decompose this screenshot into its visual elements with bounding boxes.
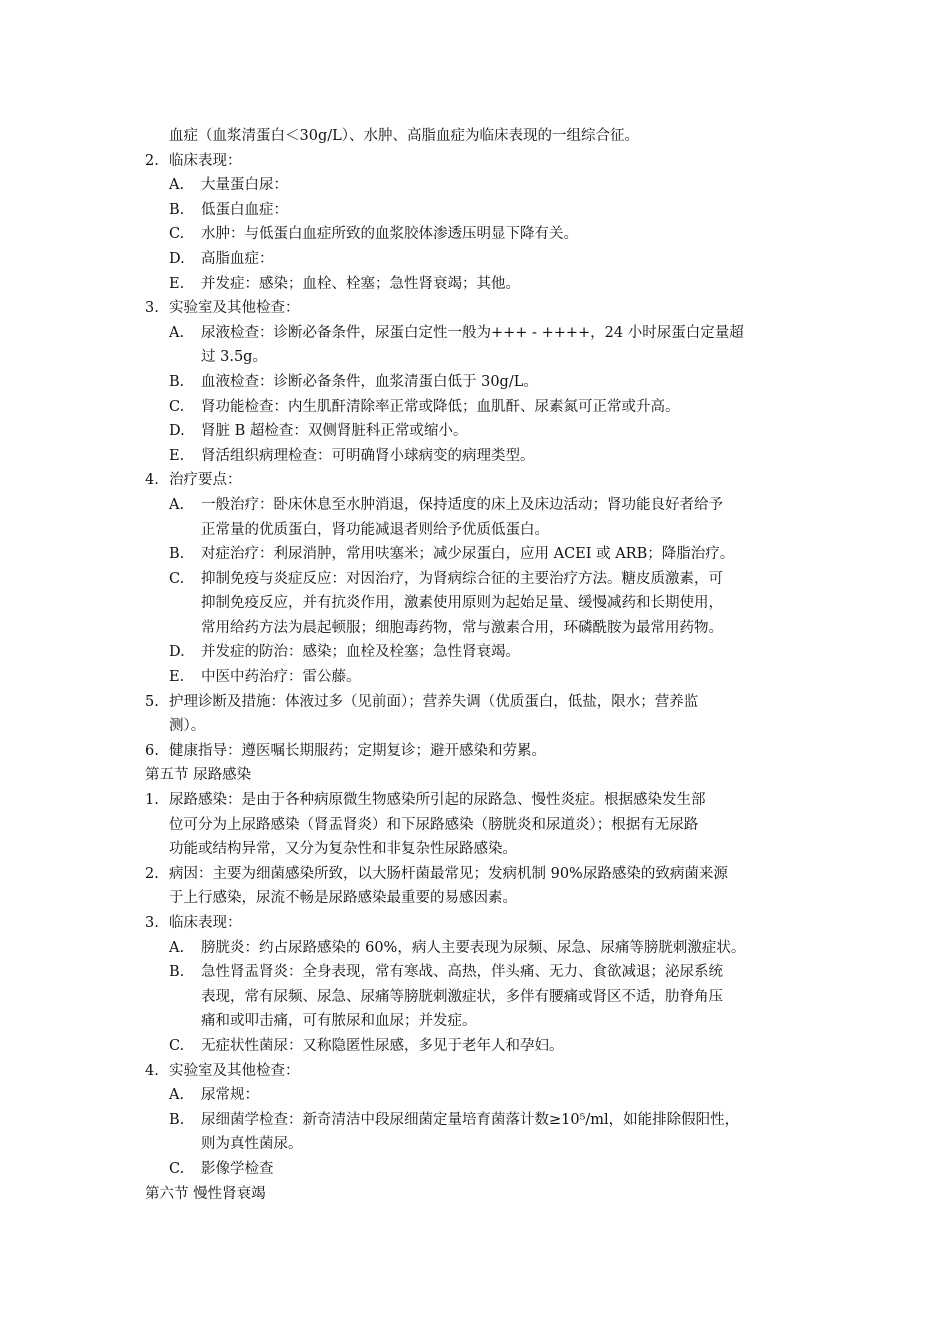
line-text: 水肿：与低蛋白血症所致的血浆胶体渗透压明显下降有关。 [201,226,578,243]
line-text: 对症治疗：利尿消肿，常用呋塞米；减少尿蛋白，应用 ACEI 或 ARB；降脂治疗。 [201,546,735,563]
line-text: 一般治疗：卧床休息至水肿消退，保持适度的床上及床边活动；肾功能良好者给予 [201,496,723,513]
list-label: A. [169,324,185,341]
list-label: 2. [145,152,159,169]
text-line [145,1034,825,1059]
line-text: 并发症的防治：感染；血栓及栓塞；急性肾衰竭。 [201,644,520,661]
list-label: B. [169,964,185,981]
list-label: 4. [145,1062,159,1079]
text-line [145,1108,825,1133]
line-text: 痛和或叩击痛，可有脓尿和血尿；并发症。 [201,1013,477,1030]
text-line [145,518,825,543]
list-label: E. [169,669,185,686]
list-label: 1. [145,792,159,809]
line-text: 低蛋白血症： [201,201,288,218]
text-line [145,960,825,985]
text-line [145,1157,825,1182]
text-line [145,640,825,665]
line-text: 尿路感染：是由于各种病原微生物感染所引起的尿路急、慢性炎症。根据感染发生部 [169,792,706,809]
list-label: B. [169,373,185,390]
line-text: 护理诊断及措施：体液过多（见前面）；营养失调（优质蛋白，低盐，限水；营养监 [169,693,699,710]
text-line [145,837,825,862]
line-text: 尿液检查：诊断必备条件，尿蛋白定性一般为+++ - ++++，24 小时尿蛋白定量超 [201,324,744,341]
text-line [145,296,825,321]
text-line [145,173,825,198]
text-line [145,444,825,469]
text-line [145,985,825,1010]
list-label: D. [169,423,185,440]
line-text: 急性肾盂肾炎：全身表现，常有寒战、高热，伴头痛、无力、食欲减退；泌尿系统 [201,964,723,981]
text-line [145,714,825,739]
list-label: E. [169,447,185,464]
text-line [145,788,825,813]
line-text: 实验室及其他检查： [169,300,300,317]
line-text: 第五节 尿路感染 [145,767,252,784]
line-text: 于上行感染，尿流不畅是尿路感染最重要的易感因素。 [169,890,517,907]
text-line [145,542,825,567]
line-text: 抑制免疫与炎症反应：对因治疗，为肾病综合征的主要治疗方法。糖皮质激素，可 [201,570,723,587]
line-text: 病因：主要为细菌感染所致，以大肠杆菌最常见；发病机制 90%尿路感染的致病菌来源 [169,865,728,882]
line-text: 实验室及其他检查： [169,1062,300,1079]
list-label: A. [169,939,185,956]
line-text: 临床表现： [169,152,242,169]
text-line [145,1009,825,1034]
text-line [145,493,825,518]
line-text: 临床表现： [169,915,242,931]
line-text: 第六节 慢性肾衰竭 [145,1185,266,1202]
list-label: D. [169,644,185,661]
text-line [145,690,825,715]
list-label: 2. [145,865,159,882]
line-text: 高脂血症： [201,250,274,267]
list-label: 6. [145,742,159,759]
line-text: 表现，常有尿频、尿急、尿痛等膀胱刺激症状，多伴有腰痛或肾区不适，肋脊角压 [201,988,723,1005]
text-line [145,321,825,346]
line-text: 大量蛋白尿： [201,177,288,194]
list-label: A. [169,496,185,513]
list-label: C. [169,226,185,243]
text-line [145,468,825,493]
line-text: 血液检查：诊断必备条件，血浆清蛋白低于 30g/L。 [201,373,538,390]
text-line [145,345,825,370]
document-body [145,124,825,1206]
line-text: 正常量的优质蛋白，肾功能减退者则给予优质低蛋白。 [201,521,549,538]
line-text: 治疗要点： [169,472,242,489]
line-text: 抑制免疫反应，并有抗炎作用，激素使用原则为起始足量、缓慢减药和长期使用， [201,595,723,612]
list-label: A. [169,1087,185,1104]
line-text: 则为真性菌尿。 [201,1136,303,1153]
line-text: 过 3.5g。 [201,349,267,366]
text-line [145,911,825,936]
line-text: 功能或结构异常，又分为复杂性和非复杂性尿路感染。 [169,841,517,858]
text-line [145,247,825,272]
list-label: C. [169,398,185,415]
text-line [145,149,825,174]
text-line [145,936,825,961]
text-line [145,616,825,641]
text-line [145,862,825,887]
line-text: 肾脏 B 超检查：双侧肾脏科正常或缩小。 [201,423,468,440]
line-text: 中医中药治疗：雷公藤。 [201,669,361,686]
list-label: 4. [145,472,159,489]
list-label: B. [169,1111,185,1128]
text-line [145,370,825,395]
line-text: 肾功能检查：内生肌酐清除率正常或降低；血肌酐、尿素氮可正常或升高。 [201,398,680,415]
line-text: 尿细菌学检查：新奇清洁中段尿细菌定量培育菌落计数≥10⁵/ml，如能排除假阳性， [201,1111,740,1128]
text-line [145,395,825,420]
line-text: 血症（血浆清蛋白＜30g/L）、水肿、高脂血症为临床表现的一组综合征。 [169,128,639,144]
list-label: C. [169,1037,185,1054]
line-text: 尿常规： [201,1087,259,1104]
text-line [145,1132,825,1157]
list-label: B. [169,201,185,218]
text-line [145,1182,825,1207]
list-label: 3. [145,915,159,931]
list-label: 3. [145,300,159,317]
text-line [145,665,825,690]
line-text: 健康指导：遵医嘱长期服药；定期复诊；避开感染和劳累。 [169,742,546,759]
text-line [145,1083,825,1108]
text-line [145,591,825,616]
line-text: 肾活组织病理检查：可明确肾小球病变的病理类型。 [201,447,535,464]
text-line [145,124,825,149]
text-line [145,763,825,788]
list-label: E. [169,275,185,292]
line-text: 无症状性菌尿：又称隐匿性尿感，多见于老年人和孕妇。 [201,1037,564,1054]
line-text: 测）。 [169,718,206,735]
text-line [145,567,825,592]
text-line [145,272,825,297]
line-text: 影像学检查 [201,1160,274,1177]
list-label: D. [169,250,185,267]
text-line [145,1059,825,1084]
line-text: 膀胱炎：约占尿路感染的 60%，病人主要表现为尿频、尿急、尿痛等膀胱刺激症状。 [201,939,746,956]
text-line [145,739,825,764]
line-text: 常用给药方法为晨起顿服；细胞毒药物，常与激素合用，环磷酰胺为最常用药物。 [201,619,723,636]
text-line [145,198,825,223]
list-label: B. [169,546,185,563]
list-label: A. [169,177,185,194]
text-line [145,886,825,911]
list-label: C. [169,1160,185,1177]
list-label: 5. [145,693,159,710]
text-line [145,813,825,838]
line-text: 位可分为上尿路感染（肾盂肾炎）和下尿路感染（膀胱炎和尿道炎）；根据有无尿路 [169,816,699,833]
text-line [145,222,825,247]
text-line [145,419,825,444]
line-text: 并发症：感染；血栓、栓塞；急性肾衰竭；其他。 [201,275,520,292]
list-label: C. [169,570,185,587]
